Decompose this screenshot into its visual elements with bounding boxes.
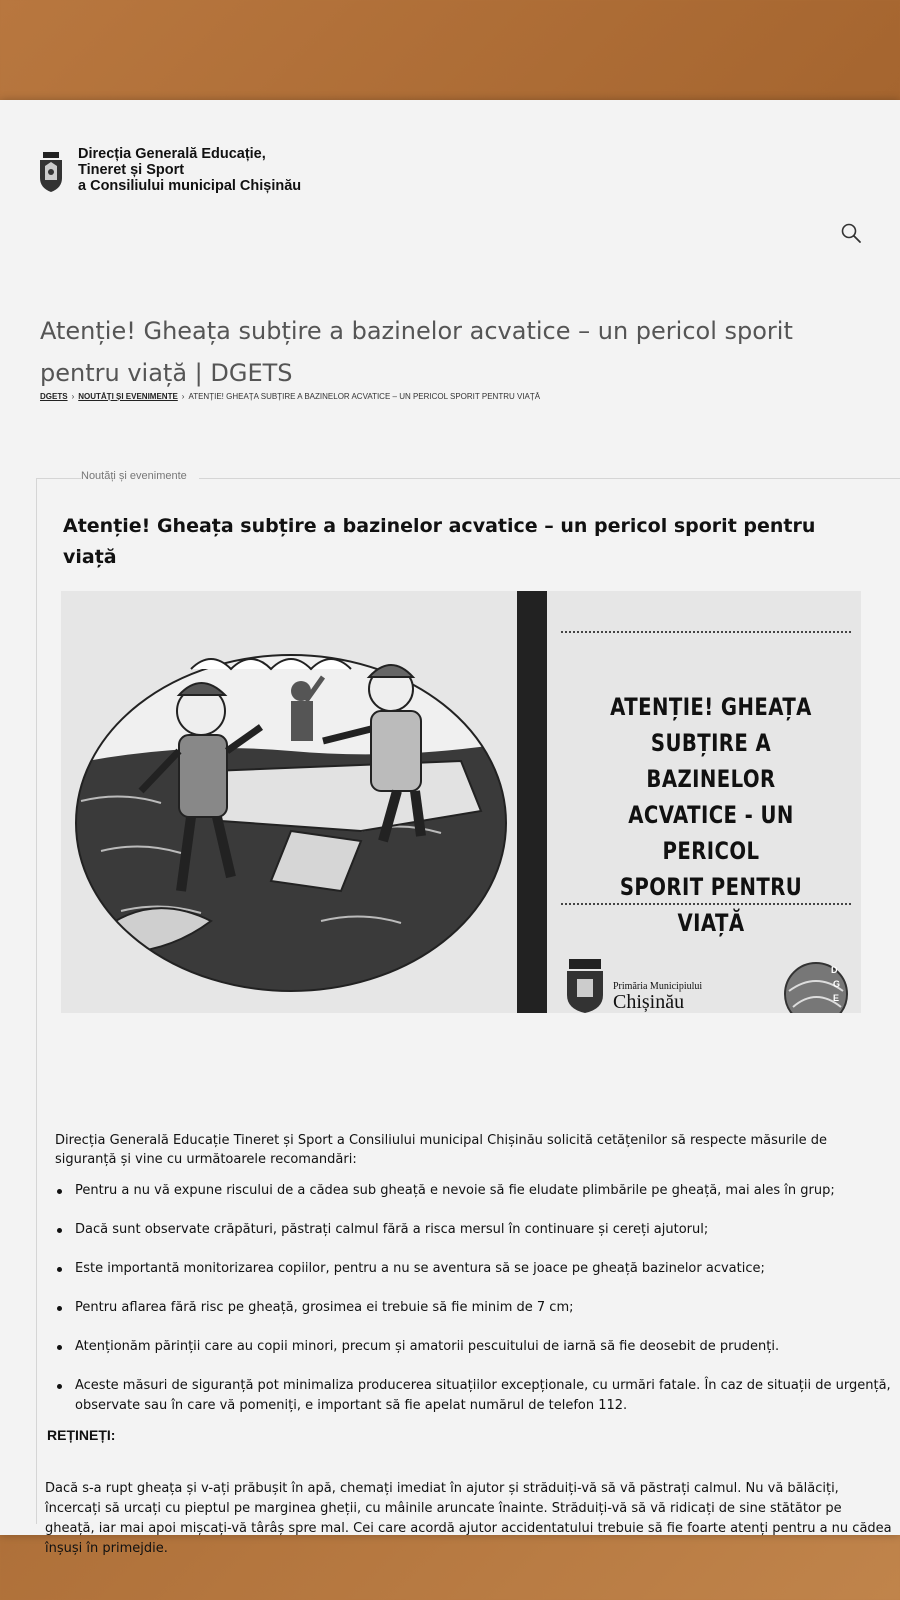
article-card xyxy=(36,470,900,1556)
remember-paragraph: Dacă s-a rupt gheața și v-ați prăbușit în apă, chemați imediat în ajutor și străduiți-vă să vă păstrați calmul. Nu vă bălăciți, încercați să urcați cu pieptul pe marginea gheții, cu mâinile aruncate înainte. Străduiți-vă să vă ridicați de sine stătător pe gheață, iar mai apoi mișcați-vă târâș spre mal. Cei care acordă ajutor accidentatului trebuie să fie foarte atenți pentru a nu cădea înșuși în primejdie. xyxy=(45,1481,892,1556)
breadcrumb-separator: › xyxy=(181,392,185,401)
list-item: Pentru a nu vă expune riscului de a cădea sub gheață e nevoie să fie eludate plimbările pe gheață, mai ales în grup; xyxy=(55,1181,900,1201)
poster-heading-line: ATENȚIE! GHEAȚA xyxy=(610,693,812,721)
list-item: Pentru aflarea fără risc pe gheață, grosimea ei trebuie să fie minim de 7 cm; xyxy=(55,1298,900,1318)
primaria-logo xyxy=(563,959,723,1013)
primaria-crest-icon xyxy=(563,959,607,1013)
breadcrumb-separator: › xyxy=(71,392,75,401)
poster-heading-line: SPORIT PENTRU VIAȚĂ xyxy=(619,873,803,937)
chisinau-crest-icon xyxy=(38,152,64,192)
article-intro: Direcția Generală Educație Tineret și Sport a Consiliului municipal Chișinău solicită cetățenilor să respecte măsurile de siguranță și vine cu următoarele recomandări: xyxy=(55,1133,828,1167)
poster-heading-line: PERICOL xyxy=(662,837,760,865)
remember-heading: REȚINEȚI: xyxy=(47,1427,116,1443)
list-item: Atenționăm părinții care au copii minori, precum și amatorii pescuitului de iarnă să fie deosebit de prudenți. xyxy=(55,1337,900,1357)
poster-heading-line: SUBȚIRE A BAZINELOR xyxy=(646,729,776,793)
category-label[interactable]: Noutăți și evenimente xyxy=(81,470,199,482)
list-item: Dacă sunt observate crăpături, păstrați calmul fără a risca mersul în continuare și cereți ajutorul; xyxy=(55,1220,900,1240)
search-icon[interactable] xyxy=(840,222,862,244)
breadcrumb-current: ATENȚIE! GHEAȚA SUBȚIRE A BAZINELOR ACVATICE – UN PERICOL SPORIT PENTRU VIAȚĂ xyxy=(188,392,541,401)
dgets-letter: D xyxy=(831,965,838,975)
dgets-letter: E xyxy=(833,993,840,1003)
printed-page xyxy=(0,100,900,1556)
recommendations-list xyxy=(55,1181,900,1435)
primaria-label-line2: Chișinău xyxy=(613,991,685,1013)
article-poster xyxy=(61,591,861,1013)
breadcrumb xyxy=(40,392,880,401)
poster-heading-line: ACVATICE - UN xyxy=(628,801,794,829)
breadcrumb-category-link[interactable]: NOUTĂȚI ȘI EVENIMENTE xyxy=(78,392,178,401)
page-title: Atenție! Gheața subțire a bazinelor acvatice – un pericol sporit pentru viață | DGETS xyxy=(40,317,793,387)
poster-text-area xyxy=(561,591,861,1013)
dgets-letter: G xyxy=(833,979,841,989)
ice-warning-illustration xyxy=(61,591,521,1013)
org-name-line2: Tineret și Sport xyxy=(78,162,185,178)
org-name-line3: a Consiliului municipal Chișinău xyxy=(78,178,302,194)
dgets-logo xyxy=(783,961,849,1013)
poster-divider-bar xyxy=(517,591,547,1013)
dotted-rule xyxy=(561,631,851,633)
list-item: Aceste măsuri de siguranță pot minimaliza producerea situațiilor excepționale, cu urmări fatale. În caz de situații de urgență, observate sau în care vă pomeniți, e important să fie apelat numărul de telefon 112. xyxy=(55,1376,900,1416)
site-brand[interactable] xyxy=(38,146,301,194)
article-title: Atenție! Gheața subțire a bazinelor acvatice – un pericol sporit pentru viață xyxy=(63,515,816,568)
breadcrumb-home-link[interactable]: DGETS xyxy=(40,392,68,401)
primaria-label-line1: Primăria Municipiului xyxy=(613,981,703,992)
list-item: Este importantă monitorizarea copiilor, pentru a nu se aventura să se joace pe gheață bazinelor acvatice; xyxy=(55,1259,900,1279)
dotted-rule xyxy=(561,903,851,905)
org-name-line1: Direcția Generală Educație, xyxy=(78,146,266,162)
